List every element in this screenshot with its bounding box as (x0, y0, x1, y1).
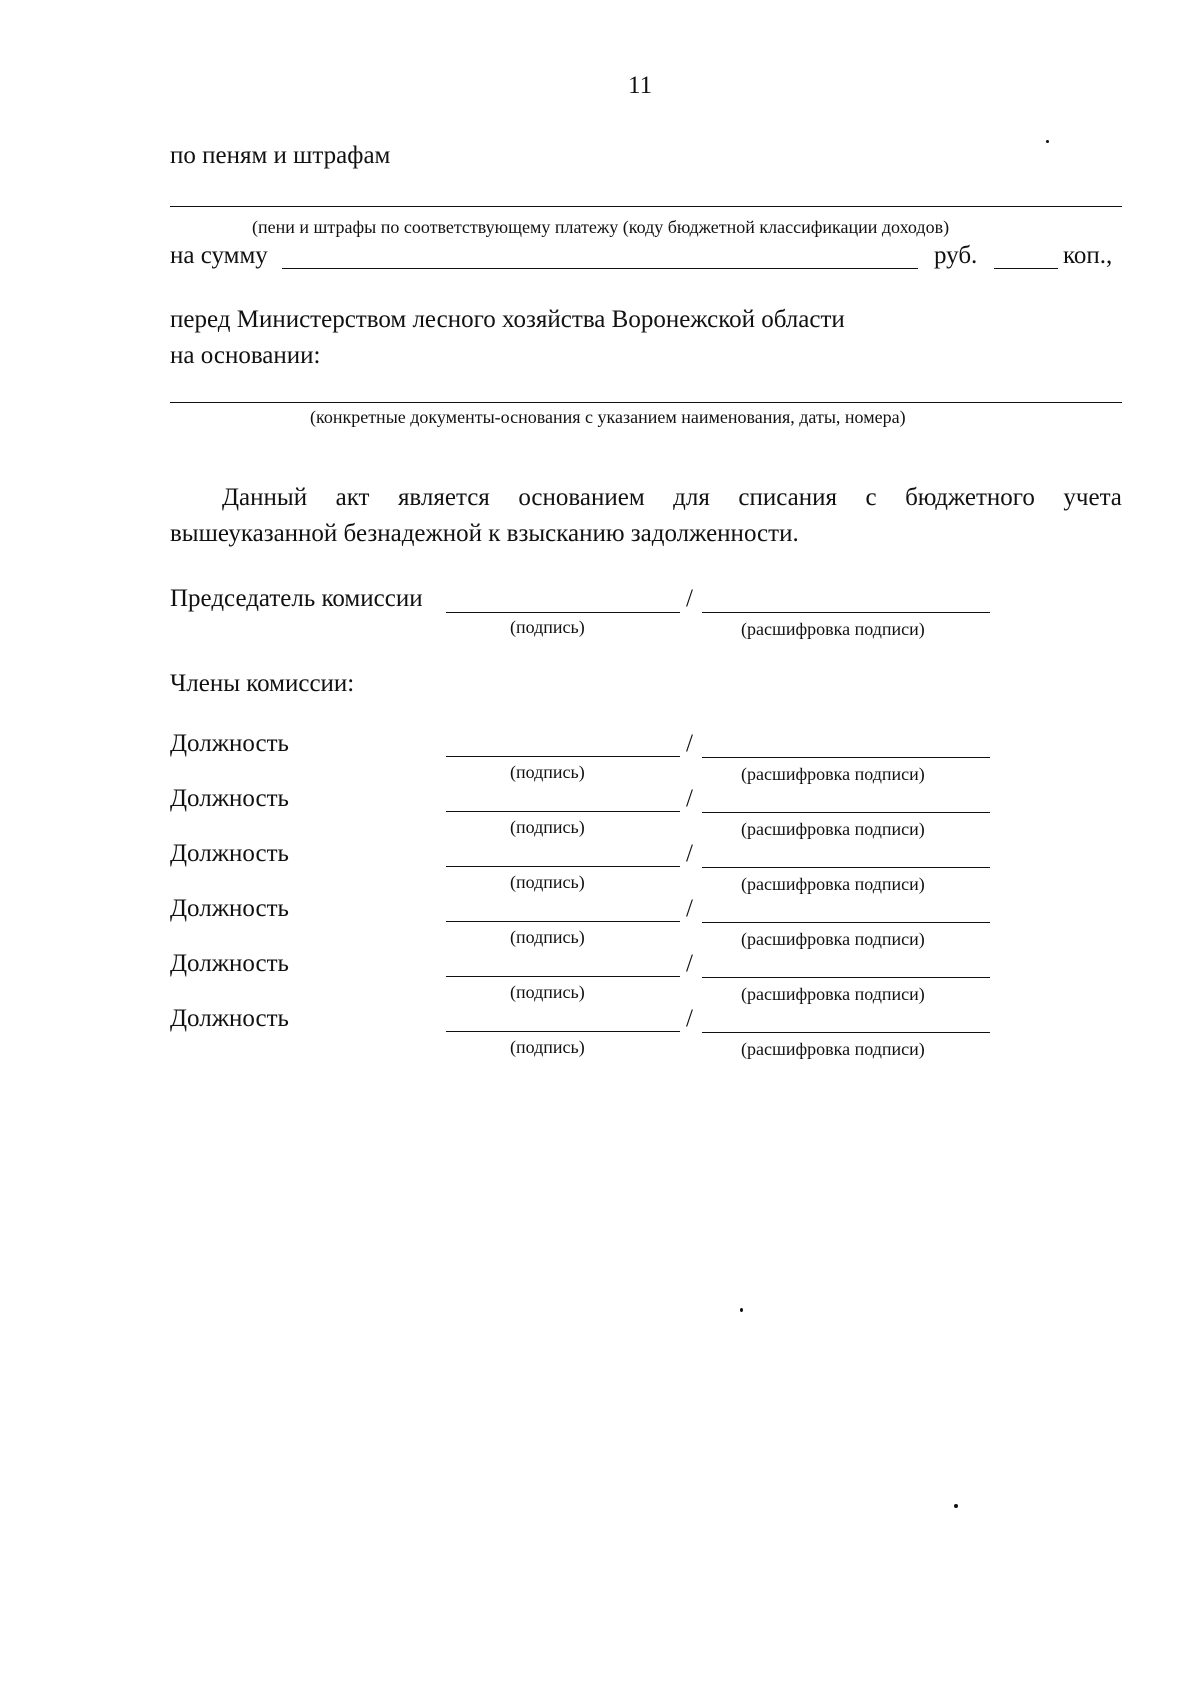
member-decode-caption: (расшифровка подписи) (741, 984, 925, 1004)
act-paragraph (170, 480, 1122, 552)
act-word: списания (738, 484, 837, 511)
sum-blank-line (282, 268, 918, 269)
member-signature-caption: (подпись) (510, 1037, 585, 1057)
member-signature-line (446, 866, 680, 867)
chairman-decode-caption: (расшифровка подписи) (741, 619, 925, 639)
member-signature-line (446, 976, 680, 977)
member-signature-caption: (подпись) (510, 817, 585, 837)
member-decode-caption: (расшифровка подписи) (741, 929, 925, 949)
ministry-line: перед Министерством лесного хозяйства Воронежской области (170, 306, 845, 333)
member-signature-line (446, 811, 680, 812)
member-position: Должность (170, 785, 289, 812)
member-decode-line (702, 977, 990, 978)
member-position: Должность (170, 950, 289, 977)
chairman-label: Председатель комиссии (170, 585, 423, 612)
kop-label: коп., (1063, 242, 1113, 269)
member-decode-caption: (расшифровка подписи) (741, 874, 925, 894)
penalties-caption: (пени и штрафы по соответствующему платежу (коду бюджетной классификации доходов) (252, 217, 950, 237)
page-number: 11 (628, 72, 653, 99)
act-word: для (673, 484, 710, 511)
act-word: с (865, 484, 877, 511)
act-paragraph-line-1 (170, 480, 1122, 516)
chairman-decode-line (702, 612, 990, 613)
act-word: является (397, 484, 490, 511)
chairman-slash: / (686, 585, 693, 612)
penalties-heading: по пеням и штрафам (170, 142, 391, 169)
basis-label: на основании: (170, 342, 321, 369)
member-position: Должность (170, 840, 289, 867)
member-decode-caption: (расшифровка подписи) (741, 764, 925, 784)
member-position: Должность (170, 730, 289, 757)
act-word: акт (335, 484, 370, 511)
member-signature-line (446, 756, 680, 757)
member-signature-caption: (подпись) (510, 927, 585, 947)
penalties-blank-line (170, 206, 1122, 207)
member-decode-line (702, 867, 990, 868)
member-slash: / (686, 730, 693, 757)
scan-speck (954, 1504, 958, 1508)
member-position: Должность (170, 1005, 289, 1032)
member-signature-line (446, 921, 680, 922)
act-word: Данный (222, 484, 308, 511)
member-decode-line (702, 1032, 990, 1033)
member-slash: / (686, 785, 693, 812)
member-signature-caption: (подпись) (510, 872, 585, 892)
sum-label: на сумму (170, 242, 268, 269)
scan-speck (740, 1308, 743, 1312)
act-word: бюджетного (905, 484, 1035, 511)
scan-speck (1046, 140, 1049, 143)
kop-blank-line (994, 268, 1058, 269)
members-label: Члены комиссии: (170, 670, 355, 697)
member-slash: / (686, 950, 693, 977)
member-decode-line (702, 812, 990, 813)
act-paragraph-line-2: вышеуказанной безнадежной к взысканию задолженности. (170, 520, 799, 547)
basis-blank-line (170, 402, 1122, 403)
member-decode-line (702, 922, 990, 923)
member-decode-caption: (расшифровка подписи) (741, 819, 925, 839)
chairman-signature-line (446, 612, 680, 613)
basis-caption: (конкретные документы-основания с указанием наименования, даты, номера) (310, 407, 906, 427)
member-signature-line (446, 1031, 680, 1032)
rub-label: руб. (934, 242, 978, 269)
member-decode-line (702, 757, 990, 758)
member-signature-caption: (подпись) (510, 982, 585, 1002)
member-slash: / (686, 840, 693, 867)
chairman-signature-caption: (подпись) (510, 617, 585, 637)
member-position: Должность (170, 895, 289, 922)
member-slash: / (686, 1005, 693, 1032)
act-word: учета (1063, 484, 1122, 511)
act-word: основанием (518, 484, 645, 511)
member-decode-caption: (расшифровка подписи) (741, 1039, 925, 1059)
member-signature-caption: (подпись) (510, 762, 585, 782)
member-slash: / (686, 895, 693, 922)
